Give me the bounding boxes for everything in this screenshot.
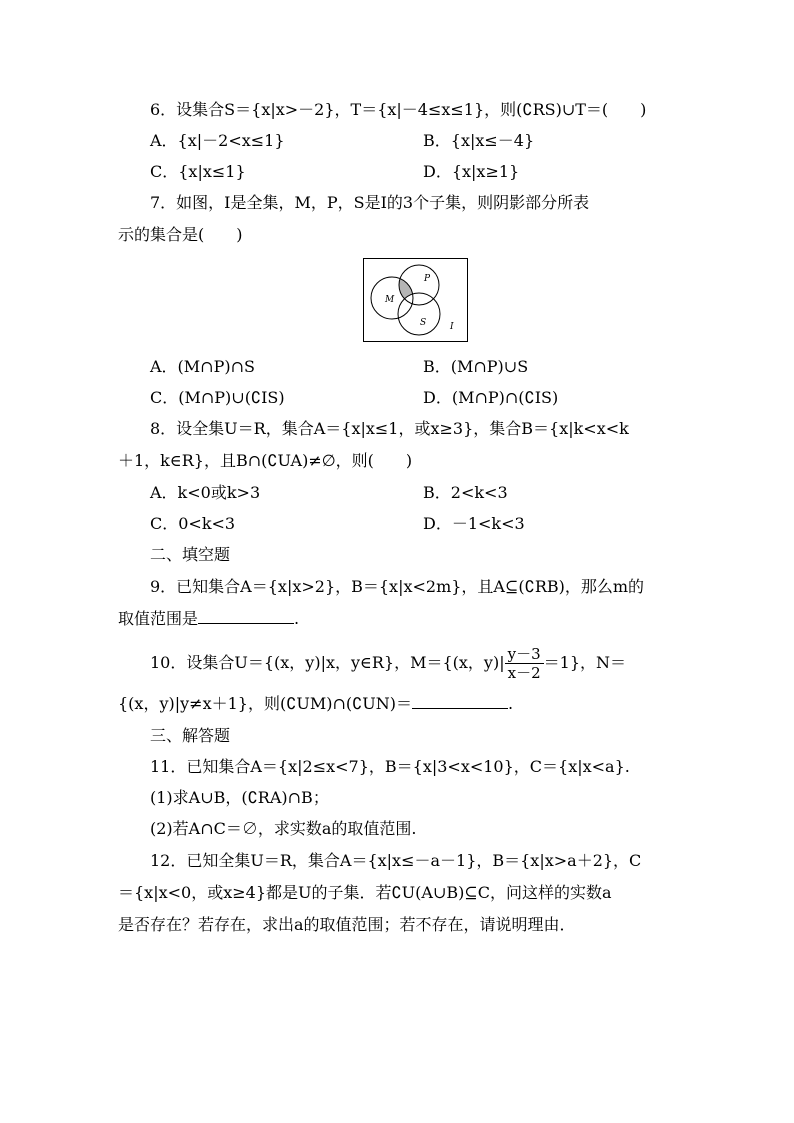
q9-answer-blank[interactable] bbox=[198, 609, 294, 624]
q9-stem-text: 取值范围是 bbox=[118, 609, 199, 628]
q12-line1: 12．已知全集U＝R，集合A＝{x|x≤－a－1}，B＝{x|x>a＋2}，C bbox=[150, 851, 642, 870]
q6-option-b: B．{x|x≤－4} bbox=[423, 131, 535, 150]
q10-fraction bbox=[505, 645, 544, 682]
q7-option-a: A．(M∩P)∩S bbox=[150, 357, 255, 376]
label-s: S bbox=[420, 318, 427, 328]
q8-option-b: B．2<k<3 bbox=[423, 483, 508, 502]
q11-stem: 11．已知集合A＝{x|2≤x<7}，B＝{x|3<x<10}，C＝{x|x<a}. bbox=[150, 757, 630, 776]
label-m: M bbox=[385, 295, 395, 305]
circle-s bbox=[398, 293, 440, 335]
venn-diagram bbox=[363, 258, 468, 342]
q7-stem-line1: 7．如图，I是全集，M，P，S是I的3个子集，则阴影部分所表 bbox=[150, 193, 590, 212]
q10-denominator: x－2 bbox=[507, 664, 541, 682]
q11-part1: (1)求A∪B，(∁RA)∩B； bbox=[150, 788, 329, 807]
q11-part2: (2)若A∩C＝∅，求实数a的取值范围. bbox=[150, 819, 417, 838]
q8-stem-line1: 8．设全集U＝R，集合A＝{x|x≤1，或x≥3}，集合B＝{x|k<x<k bbox=[150, 419, 629, 438]
q6-option-c: C．{x|x≤1} bbox=[150, 162, 246, 181]
section-heading-solutions: 三、解答题 bbox=[150, 726, 231, 745]
section-heading-fill-in: 二、填空题 bbox=[150, 545, 231, 564]
q7-option-c: C．(M∩P)∪(∁IS) bbox=[150, 388, 285, 407]
q10-answer-blank[interactable] bbox=[412, 694, 508, 709]
q9-stem-line1: 9．已知集合A＝{x|x>2}，B＝{x|x<2m}，且A⊆(∁RB)，那么m的 bbox=[150, 577, 645, 596]
q8-stem-line2: ＋1，k∈R}，且B∩(∁UA)≠∅，则( ) bbox=[118, 451, 413, 470]
q6-option-a: A．{x|－2<x≤1} bbox=[150, 131, 285, 150]
q7-option-d: D．(M∩P)∩(∁IS) bbox=[423, 388, 559, 407]
q9-period: . bbox=[294, 609, 300, 628]
label-i: I bbox=[450, 322, 454, 332]
q8-option-d: D．－1<k<3 bbox=[423, 514, 525, 533]
q10-part1: 10．设集合U＝{(x，y)|x，y∈R}，M＝{(x，y)| bbox=[150, 653, 505, 672]
q7-stem-line2: 示的集合是( ) bbox=[118, 225, 243, 244]
q8-option-a: A．k<0或k>3 bbox=[150, 483, 261, 502]
q10-numerator: y－3 bbox=[505, 645, 544, 664]
q12-line2: ＝{x|x<0，或x≥4}都是U的子集．若∁U(A∪B)⊆C，问这样的实数a bbox=[118, 883, 612, 902]
q9-stem-line2 bbox=[118, 609, 299, 629]
label-p: P bbox=[424, 274, 431, 284]
q10-part2: ＝1}，N＝ bbox=[543, 653, 627, 672]
q7-option-b: B．(M∩P)∪S bbox=[423, 357, 529, 376]
q12-line3: 是否存在？若存在，求出a的取值范围；若不存在，请说明理由． bbox=[118, 915, 576, 934]
q10-line2-text: {(x，y)|y≠x＋1}，则(∁UM)∩(∁UN)＝ bbox=[118, 694, 413, 713]
q10-stem-line2 bbox=[118, 694, 513, 714]
q10-period: . bbox=[508, 694, 514, 713]
q8-option-c: C．0<k<3 bbox=[150, 514, 236, 533]
q10-stem-line1 bbox=[150, 643, 626, 683]
q6-option-d: D．{x|x≥1} bbox=[423, 162, 520, 181]
q6-stem: 6．设集合S＝{x|x>－2}，T＝{x|－4≤x≤1}，则(∁RS)∪T＝( ) bbox=[150, 100, 647, 119]
